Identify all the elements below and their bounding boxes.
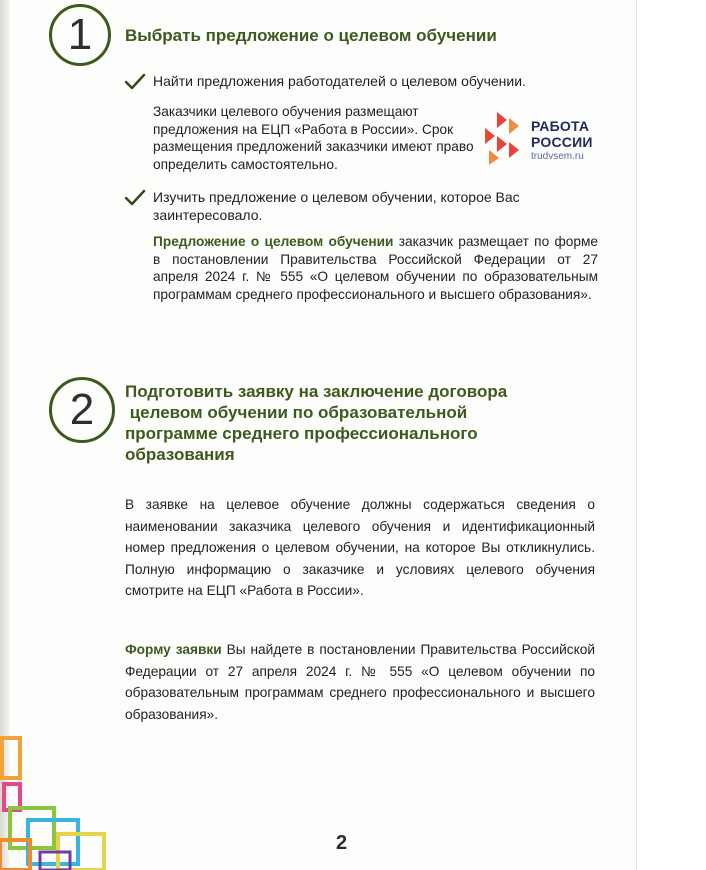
- step-2-circle: [49, 377, 115, 443]
- step-2-title: [125, 381, 595, 465]
- step-2-number: 2: [69, 385, 95, 434]
- step-1-circle: [49, 4, 111, 66]
- step-2-paragraph-2-rest: Вы найдете в постановлении Правительства Российской Федерации от 27 апреля 2024 г. № 555 «О целевом обучении по образовательным программам среднего профессионального и высшего образования».: [125, 642, 595, 722]
- rabota-rossii-arrows-logo-icon: [483, 110, 529, 166]
- step-1-item-2-description-rest: заказчик размещает по форме в постановлении Правительства Российской Федерации от 27 апреля 2024 г. № 555 «О целевом обучении по образовательным программам среднего профессионального и высшего образования».: [153, 234, 598, 302]
- step-2-title-line-4: образования: [125, 445, 235, 464]
- step-2-paragraph-2: [125, 639, 595, 725]
- step-2-title-line-2: целевом обучении по образовательной: [125, 403, 468, 422]
- decorative-squares: [0, 730, 110, 870]
- step-1-item-1-text: Найти предложения работодателей о целевом обучении.: [153, 73, 526, 89]
- step-1-item-2-description-bold: Предложение о целевом обучении: [153, 234, 394, 249]
- step-2-title-line-3: программе среднего профессионального: [125, 424, 478, 443]
- step-1-item-2-description: [153, 233, 598, 303]
- checkmark-icon: [124, 73, 146, 91]
- logo-site: trudvsem.ru: [531, 151, 584, 162]
- step-2-paragraph-2-bold: Форму заявки: [125, 642, 222, 657]
- step-1-item-1-description: Заказчики целевого обучения размещают предложения на ЕЦП «Работа в России». Срок размещения предложений заказчики имеют право определить самостоятельно.: [153, 104, 474, 172]
- step-1-title: Выбрать предложение о целевом обучении: [125, 26, 497, 45]
- rabota-rossii-logo: [483, 110, 603, 168]
- checkmark-icon: [124, 189, 146, 207]
- step-1-number: 1: [67, 10, 93, 59]
- logo-title: [531, 118, 593, 150]
- step-2-title-line-1: Подготовить заявку на заключение договора: [125, 382, 508, 401]
- page-number: 2: [336, 832, 348, 854]
- logo-title-line-2: РОССИИ: [531, 134, 593, 150]
- step-2-paragraph-1: В заявке на целевое обучение должны содержаться сведения о наименовании заказчика целевого обучения и идентификационный номер предложения о целевом обучении, на которое Вы откликнулись. Полную информацию о заказчике и условиях целевого обучения смотрите на ЕЦП «Работа в России».: [125, 497, 595, 598]
- step-1-item-2-text: Изучить предложение о целевом обучении, которое Вас заинтересовало.: [153, 189, 520, 223]
- logo-title-line-1: РАБОТА: [531, 118, 590, 134]
